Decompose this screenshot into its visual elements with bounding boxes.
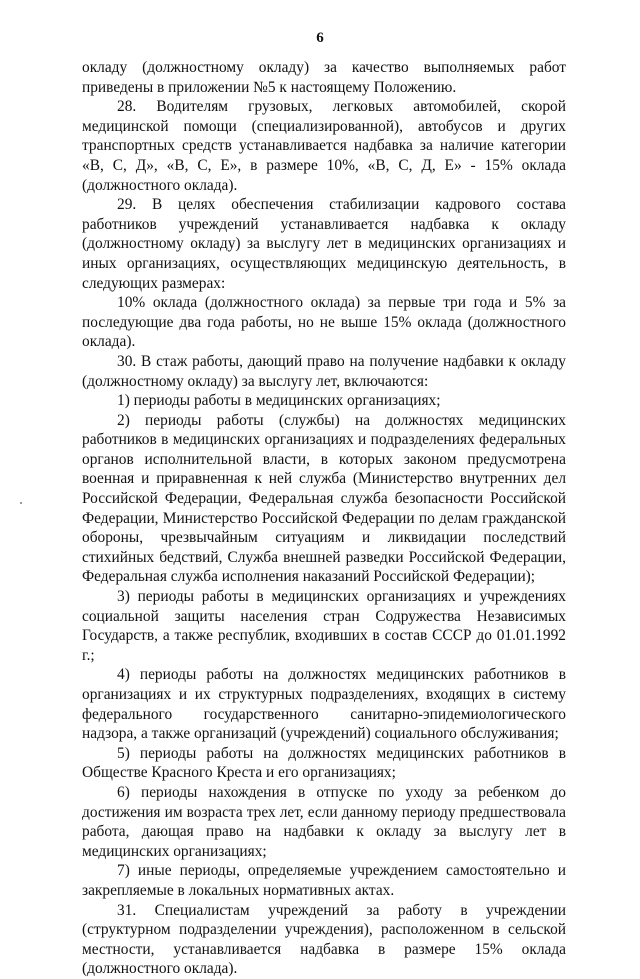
list-item-3: 3) периоды работы в медицинских организациях и учреждениях социальной защиты населения стран Содружества Независимых Государств, а также республик, входивших в состав СССР до 01.01.1992 г.; (82, 588, 566, 664)
paragraph-29-rates: 10% оклада (должностного оклада) за первые три года и 5% за последующие два года работы, но не выше 15% оклада (должностного оклада). (82, 294, 566, 351)
list-item-7: 7) иные периоды, определяемые учреждением самостоятельно и закрепляемые в локальных нормативных актах. (82, 862, 566, 899)
document-body (82, 58, 566, 979)
list-item-6: 6) периоды нахождения в отпуске по уходу за ребенком до достижения им возраста трех лет, если данному периоду предшествовала работа, дающая право на надбавки к окладу за выслугу лет в медицинских организациях; (82, 783, 566, 860)
paragraph-28: 28. Водителям грузовых, легковых автомобилей, скорой медицинской помощи (специализированной), автобусов и других транспортных средств устанавливается надбавка за наличие категории «В, С, Д», «В, С, Е», в размере 10%, «В, С, Д, Е» - 15% оклада (должностного оклада). (82, 98, 566, 194)
paragraph-continuation: окладу (должностному окладу) за качество выполняемых работ приведены в приложении №5 к настоящему Положению. (82, 59, 566, 96)
page-number: 6 (316, 30, 324, 46)
list-item-5: 5) периоды работы на должностях медицинских работников в Обществе Красного Креста и его организациях; (82, 744, 566, 782)
paragraph-31: 31. Специалистам учреждений за работу в учреждении (структурном подразделении учреждения), расположенном в сельской местности, устанавливается надбавка в размере 15% оклада (должностного оклада). (82, 901, 566, 978)
paragraph-29: 29. В целях обеспечения стабилизации кадрового состава работников учреждений устанавливается надбавка к окладу (должностному окладу) за выслугу лет в медицинских организациях и иных организациях, осуществляющих медицинскую деятельность, в следующих размерах: (82, 196, 566, 292)
margin-mark (20, 502, 22, 504)
list-item-1: 1) периоды работы в медицинских организациях; (117, 392, 441, 410)
paragraph-30: 30. В стаж работы, дающий право на получение надбавки к окладу (должностному окладу) за выслугу лет, включаются: (82, 352, 566, 390)
list-item-2: 2) периоды работы (службы) на должностях медицинских работников в медицинских организациях и подразделениях федеральных органов исполнительной власти, в которых законом предусмотрена военная и приравненная к ней служба (Министерство внутренних дел Российской Федерации, Федеральная служба безопасности Российской Федерации, Министерство Российской Федерации по делам гражданской обороны, чрезвычайным ситуациям и ликвидации последствий стихийных бедствий, Служба внешней разведки Российской Федерации, Федеральная служба исполнения наказаний Российской Федерации); (82, 411, 566, 586)
list-item-4: 4) периоды работы на должностях медицинских работников в организациях и их структурных подразделениях, входящих в систему федерального государственного санитарно-эпидемиологического надзора, а также организаций (учреждений) социального обслуживания; (82, 666, 566, 743)
